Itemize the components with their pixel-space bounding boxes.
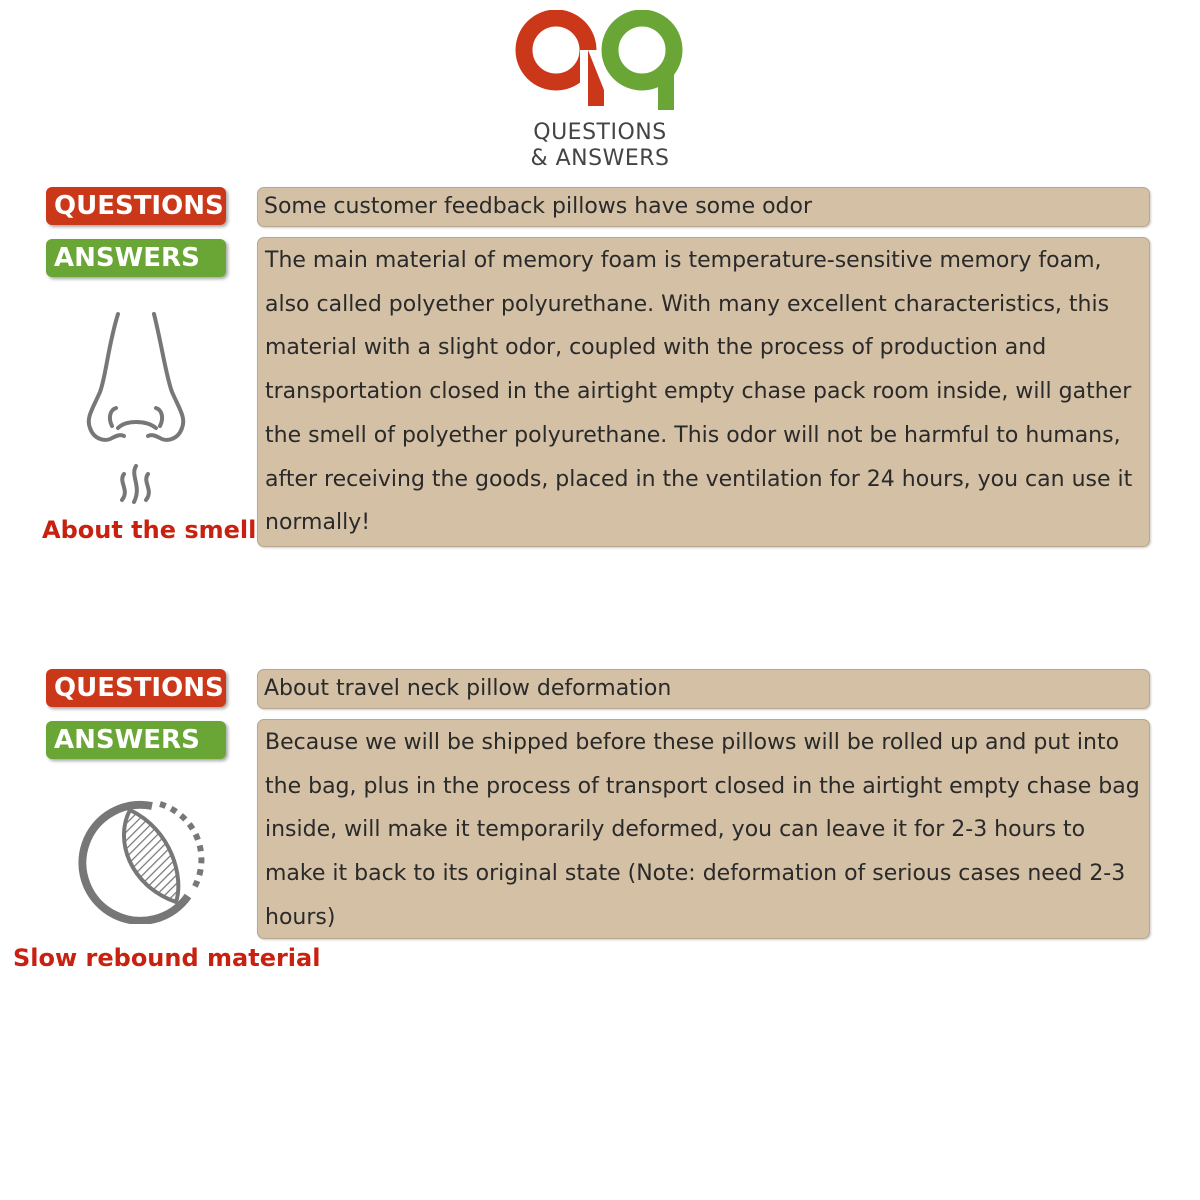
caption-about-smell: About the smell (42, 516, 257, 544)
answer-box: The main material of memory foam is temperature-sensitive memory foam, also called polyether polyurethane. With many excellent characteristics, this material with a slight odor, coupled with the process of production and transportation closed in the airtight empty chase pack room inside, will gather the smell of polyether polyurethane. This odor will not be harmful to humans, after receiving the goods, placed in the ventilation for 24 hours, you can use it normally! (257, 237, 1150, 547)
slow-rebound-icon (68, 796, 206, 924)
questions-badge: QUESTIONS (46, 669, 226, 707)
caption-slow-rebound: Slow rebound material (13, 944, 321, 972)
question-box: Some customer feedback pillows have some odor (257, 187, 1150, 227)
questions-badge: QUESTIONS (46, 187, 226, 225)
question-box: About travel neck pillow deformation (257, 669, 1150, 709)
answers-badge: ANSWERS (46, 721, 226, 759)
logo-text (520, 120, 680, 172)
logo-line-1: QUESTIONS (533, 120, 667, 145)
qa-logo-icon (514, 10, 686, 112)
logo-line-2: & ANSWERS (530, 146, 670, 171)
answers-badge: ANSWERS (46, 239, 226, 277)
nose-smell-icon (82, 306, 194, 512)
answer-box: Because we will be shipped before these pillows will be rolled up and put into the bag, plus in the process of transport closed in the airtight empty chase bag inside, will make it temporarily deformed, you can leave it for 2-3 hours to make it back to its original state (Note: deformation of serious cases need 2-3 hours) (257, 719, 1150, 939)
